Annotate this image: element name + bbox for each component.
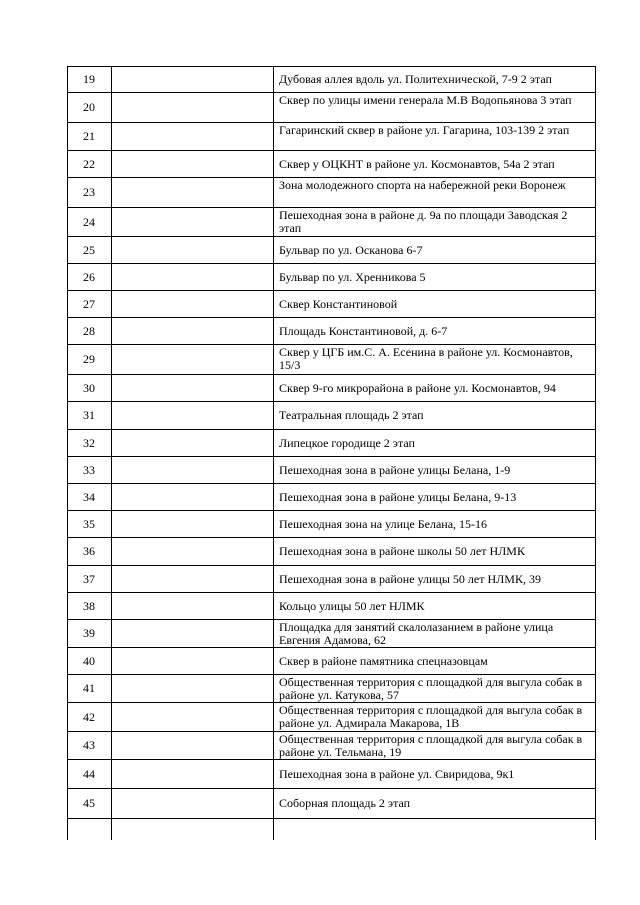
row-number: 36 (83, 544, 95, 558)
row-number: 23 (83, 185, 95, 199)
row-number: 24 (83, 214, 95, 229)
row-number: 41 (83, 681, 95, 695)
territory-name: Бульвар по ул. Осканова 6-7 (279, 242, 423, 257)
row-number: 31 (83, 408, 95, 422)
row-number: 37 (83, 571, 95, 586)
table-row (67, 456, 596, 483)
territory-name: Площадка для занятий скалолазанием в районе улица Евгения Адамова, 62 (279, 620, 554, 647)
territory-name: Сквер Константиновой (279, 296, 398, 311)
row-number: 29 (83, 352, 95, 366)
row-number: 27 (83, 296, 95, 311)
row-number: 32 (83, 435, 95, 450)
row-number: 44 (83, 766, 95, 781)
table-row (67, 122, 596, 150)
table-row (67, 592, 596, 619)
territory-name: Сквер 9-го микрорайона в районе ул. Космонавтов, 94 (279, 380, 556, 395)
table-row (67, 759, 596, 788)
table-row (67, 565, 596, 592)
row-number: 40 (83, 653, 95, 668)
table-row (67, 236, 596, 263)
row-number: 19 (83, 72, 95, 86)
table-row (67, 510, 596, 537)
territory-name: Пешеходная зона в районе школы 50 лет НЛМК (279, 544, 525, 558)
territory-name: Пешеходная зона в районе улицы 50 лет НЛМК, 39 (279, 571, 541, 586)
territory-name: Липецкое городище 2 этап (279, 435, 415, 450)
table-row (67, 290, 596, 317)
territory-name: Сквер у ЦГБ им.С. А. Есенина в районе ул. Космонавтов, 15/3 (279, 345, 573, 372)
territory-name: Театральная площадь 2 этап (279, 408, 424, 422)
row-number: 43 (83, 738, 95, 752)
table-row (67, 150, 596, 177)
territory-name: Пешеходная зона в районе улицы Белана, 9-13 (279, 489, 517, 504)
table-row (67, 177, 596, 207)
territory-name: Зона молодежного спорта на набережной реки Воронеж (279, 178, 566, 192)
row-number: 38 (83, 598, 95, 613)
territory-name: Пешеходная зона в районе улицы Белана, 1-9 (279, 462, 511, 477)
row-number: 39 (83, 626, 95, 640)
table-row (67, 483, 596, 510)
table-row (67, 344, 596, 374)
territory-name: Сквер в районе памятника спецназовцам (279, 653, 488, 668)
table-row (67, 66, 596, 92)
territory-name: Пешеходная зона в районе д. 9а по площади Заводская 2 этап (279, 208, 568, 235)
table-row (67, 317, 596, 344)
territory-name: Пешеходная зона на улице Белана, 15-16 (279, 516, 488, 531)
table-row (67, 92, 596, 122)
row-number: 30 (83, 380, 95, 395)
table-row (67, 674, 596, 702)
table-row (67, 788, 596, 819)
territory-name: Общественная территория с площадкой для выгула собак в районе ул. Тельмана, 19 (279, 732, 583, 759)
row-number: 20 (83, 100, 95, 114)
table-row (67, 429, 596, 456)
table-row (67, 374, 596, 401)
row-number: 26 (83, 269, 95, 284)
table-row (67, 619, 596, 647)
row-number: 22 (83, 156, 95, 171)
row-number: 35 (83, 516, 95, 531)
table-row (67, 731, 596, 759)
row-number: 21 (83, 129, 95, 143)
row-number: 33 (83, 462, 95, 477)
table-row (67, 537, 596, 565)
territory-name: Гагаринский сквер в районе ул. Гагарина, 103-139 2 этап (279, 123, 570, 137)
territory-name: Площадь Константиновой, д. 6-7 (279, 323, 448, 338)
table-row (67, 207, 596, 236)
territory-name: Сквер у ОЦКНТ в районе ул. Космонавтов, 54а 2 этап (279, 156, 555, 171)
territory-name: Пешеходная зона в районе ул. Свиридова, 9к1 (279, 766, 515, 781)
territory-name: Бульвар по ул. Хренникова 5 (279, 269, 426, 284)
row-number: 28 (83, 323, 95, 338)
table-row (67, 702, 596, 731)
territory-name: Общественная территория с площадкой для выгула собак в районе ул. Адмирала Макарова, 1В (279, 703, 583, 730)
territory-name: Общественная территория с площадкой для выгула собак в районе ул. Катукова, 57 (279, 675, 583, 702)
territory-name: Дубовая аллея вдоль ул. Политехнической, 7-9 2 этап (279, 72, 552, 86)
territory-name: Кольцо улицы 50 лет НЛМК (279, 598, 425, 613)
row-number: 34 (83, 489, 95, 504)
territory-name: Сквер по улицы имени генерала М.В Водопьянова 3 этап (279, 93, 572, 107)
row-number: 25 (83, 242, 95, 257)
territory-name: Соборная площадь 2 этап (279, 796, 411, 810)
table-row (67, 647, 596, 674)
table-row (67, 263, 596, 290)
row-number: 42 (83, 709, 95, 724)
row-number: 45 (83, 796, 95, 810)
table-row (67, 401, 596, 429)
territories-table (67, 66, 596, 819)
